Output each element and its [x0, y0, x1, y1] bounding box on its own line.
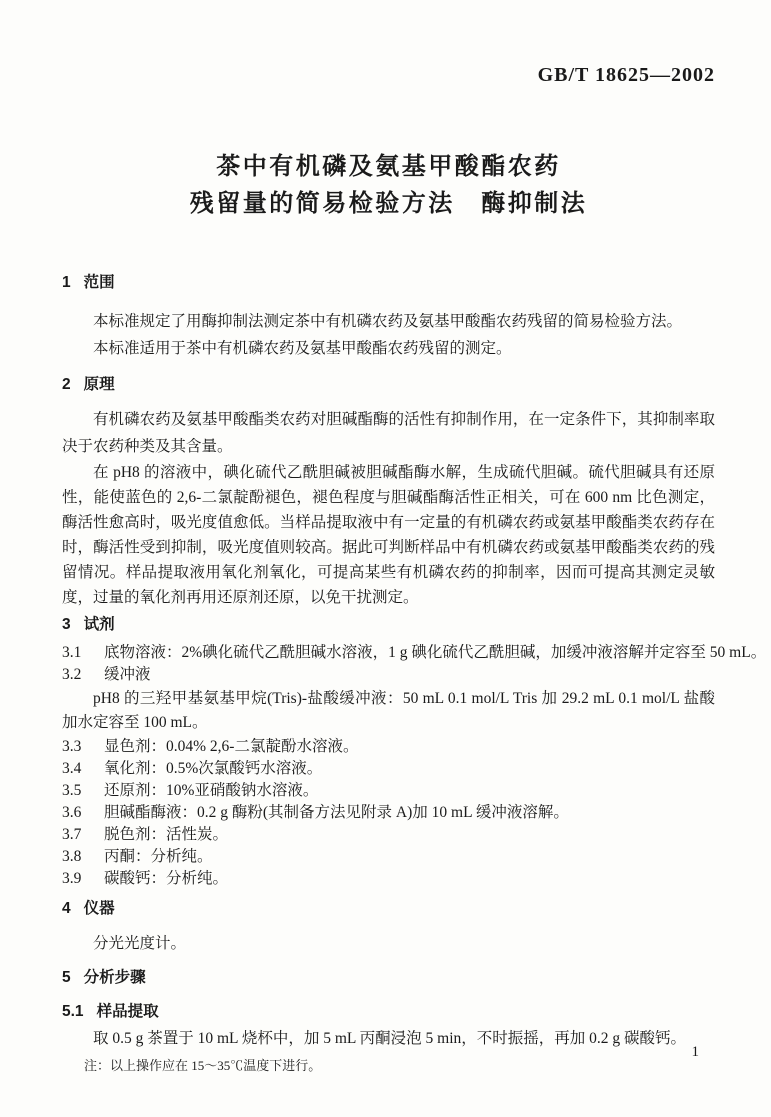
section-4-heading [62, 900, 715, 918]
principle-paragraph-1: 有机磷农药及氨基甲酸酯类农药对胆碱酯酶的活性有抑制作用，在一定条件下，其抑制率取决于农药种类及其含量。 [62, 411, 715, 455]
clause-3-4 [62, 758, 715, 780]
title-line-1: 茶中有机磷及氨基甲酸酯农药 [216, 153, 561, 180]
clause-3-5 [62, 780, 715, 802]
clause-3-1 [62, 642, 767, 664]
clause-3-3 [62, 736, 715, 758]
clause-3-6 [62, 802, 715, 824]
clause-3-6-number: 3.6 [62, 804, 82, 821]
clause-3-8-number: 3.8 [62, 848, 82, 865]
reagent-list [62, 642, 767, 890]
clause-3-9-number: 3.9 [62, 870, 82, 887]
clause-3-1-number: 3.1 [62, 644, 82, 661]
section-2-title: 原理 [83, 376, 115, 393]
clause-3-2-number: 3.2 [62, 666, 82, 683]
principle-paragraph-2: 在 pH8 的溶液中，碘化硫代乙酰胆碱被胆碱酯酶水解，生成硫代胆碱。硫代胆碱具有还原性，能使蓝色的 2,6-二氯靛酚褪色，褪色程度与胆碱酯酶活性正相关，可在 600 nm 比色测定，酶活性愈高时，吸光度值愈低。当样品提取液中有一定量的有机磷农药或氨基甲酸酯类农药存在时，酶活性受到抑制，吸光度值则较高。据此可判断样品中有机磷农药或氨基甲酸酯类农药的残留情况。样品提取液用氧化剂氧化，可提高某些有机磷农药的抑制率，因而可提高其测定灵敏度，过量的氧化剂再用还原剂还原，以免干扰测定。 [62, 464, 715, 606]
page-number: 1 [691, 1044, 699, 1060]
section-1-heading [62, 274, 715, 292]
clause-3-8 [62, 846, 715, 868]
scope-paragraph-1: 本标准规定了用酶抑制法测定茶中有机磷农药及氨基甲酸酯农药残留的简易检验方法。 [93, 313, 683, 330]
section-2-heading [62, 376, 715, 394]
section-3-title: 试剂 [83, 616, 115, 633]
clause-3-4-text: 氧化剂：0.5%次氯酸钙水溶液。 [104, 760, 323, 777]
section-5-1-title: 样品提取 [96, 1003, 159, 1020]
clause-3-7-number: 3.7 [62, 826, 82, 843]
sample-extraction-paragraph: 取 0.5 g 茶置于 10 mL 烧杯中，加 5 mL 丙酮浸泡 5 min，不时振摇，再加 0.2 g 碳酸钙。 [93, 1030, 687, 1047]
procedure-note: 注：以上操作应在 15～35℃温度下进行。 [84, 1058, 322, 1073]
clause-3-3-text: 显色剂：0.04% 2,6-二氯靛酚水溶液。 [104, 738, 359, 755]
title-line-2: 残留量的简易检验方法 酶抑制法 [189, 190, 588, 217]
clause-3-8-text: 丙酮：分析纯。 [104, 848, 213, 865]
clause-3-7-text: 脱色剂：活性炭。 [104, 826, 229, 843]
clause-3-2-text: 缓冲液 [104, 666, 151, 683]
document-title [62, 148, 715, 222]
section-4-title: 仪器 [83, 900, 115, 917]
section-5-title: 分析步骤 [83, 969, 146, 986]
clause-3-2-paragraph: pH8 的三羟甲基氨基甲烷(Tris)-盐酸缓冲液：50 mL 0.1 mol/L Tris 加 29.2 mL 0.1 mol/L 盐酸加水定容至 100 mL。 [62, 690, 715, 731]
section-5-1-heading [62, 1003, 715, 1021]
section-1-title: 范围 [83, 274, 115, 291]
section-5-1-number: 5.1 [62, 1003, 84, 1020]
clause-3-5-number: 3.5 [62, 782, 82, 799]
clause-3-9 [62, 868, 715, 890]
standard-code: GB/T 18625—2002 [537, 64, 715, 86]
section-5-number: 5 [62, 969, 71, 986]
apparatus-paragraph: 分光光度计。 [93, 935, 187, 952]
clause-3-4-number: 3.4 [62, 760, 82, 777]
clause-3-9-text: 碳酸钙：分析纯。 [104, 870, 229, 887]
section-5-heading [62, 969, 715, 987]
scope-paragraph-2: 本标准适用于茶中有机磷农药及氨基甲酸酯农药残留的测定。 [93, 340, 512, 357]
section-3-number: 3 [62, 616, 71, 633]
section-3-heading [62, 616, 715, 634]
clause-3-6-text: 胆碱酯酶液：0.2 g 酶粉(其制备方法见附录 A)加 10 mL 缓冲液溶解。 [104, 804, 569, 821]
section-2-number: 2 [62, 376, 71, 393]
clause-3-2 [62, 664, 715, 686]
clause-3-3-number: 3.3 [62, 738, 82, 755]
section-1-number: 1 [62, 274, 71, 291]
clause-3-1-text: 底物溶液：2%碘化硫代乙酰胆碱水溶液，1 g 碘化硫代乙酰胆碱，加缓冲液溶解并定容至 50 mL。 [104, 644, 767, 661]
clause-3-7 [62, 824, 715, 846]
clause-3-5-text: 还原剂：10%亚硝酸钠水溶液。 [104, 782, 319, 799]
section-4-number: 4 [62, 900, 71, 917]
